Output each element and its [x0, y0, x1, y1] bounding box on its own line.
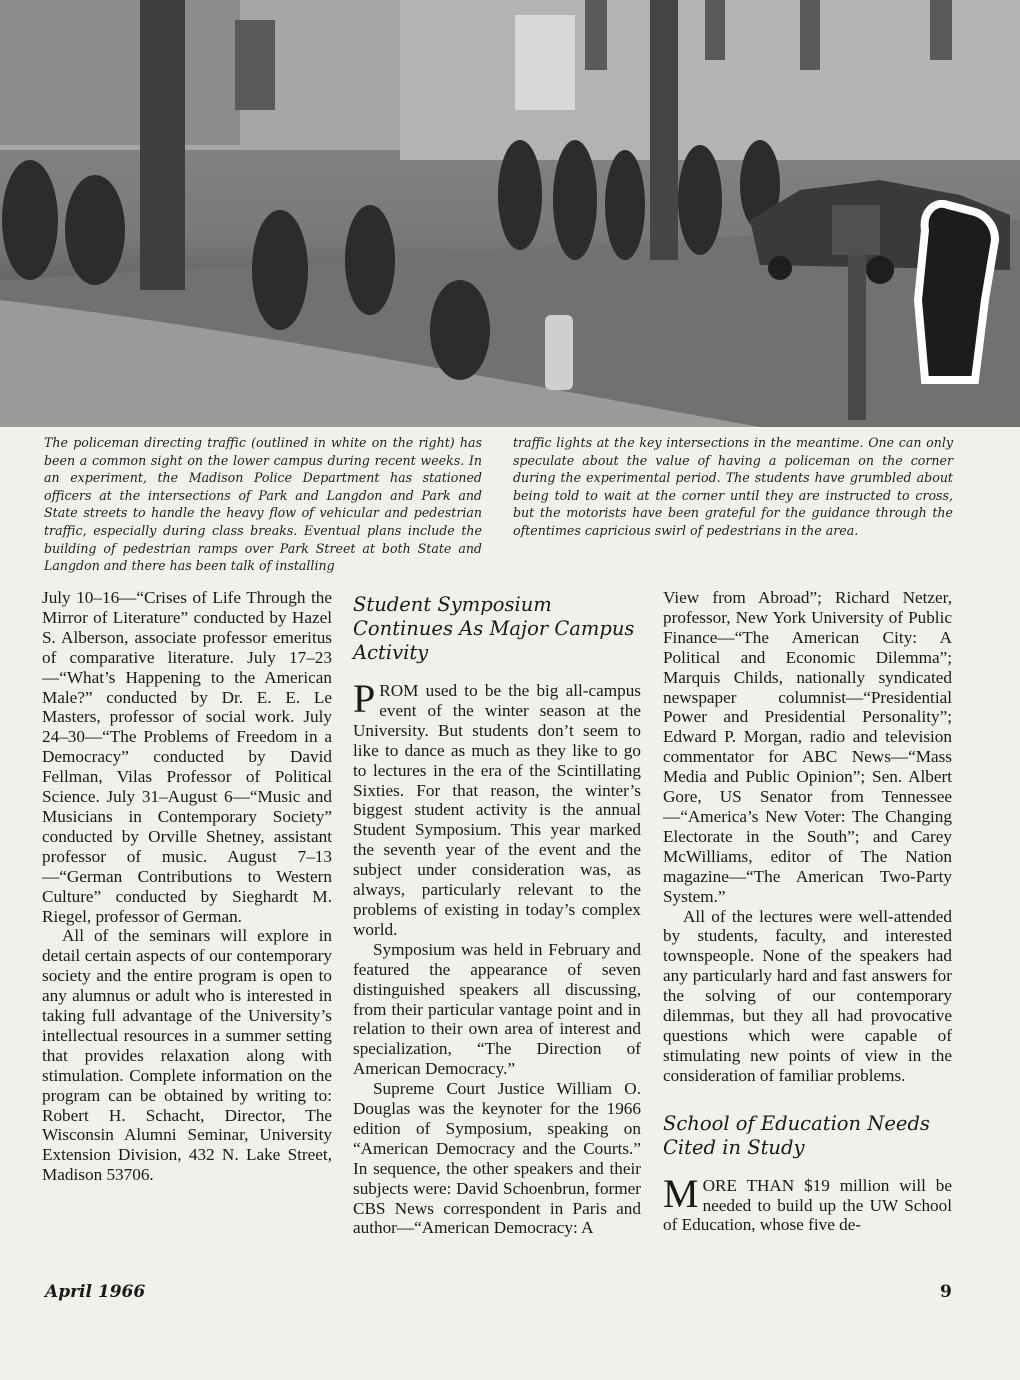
lectures-paragraph: All of the lectures were well-attended by students, faculty, and interested townspeople. None of the speakers had any particularly hard and fast answers for the solving of our contemporary dilemmas, but they all had provocative questions which were capable of stimulating new points of view in the consideration of familiar problems.: [663, 906, 952, 1085]
photo-caption-left: The policeman directing traffic (outlined in white on the right) has been a common sight on the lower campus during recent weeks. In an experiment, the Madison Police Department has stationed officers at the intersections of Park and Langdon and Park and State streets to handle the heavy flow of vehicular and pedestrian traffic, especially during class breaks. Eventual plans include the building of pedestrian ramps over Park Street at both State and Langdon and there has been talk of installing: [44, 435, 482, 574]
dropcap: P: [353, 676, 376, 721]
symposium-paragraph: Symposium was held in February and featured the appearance of seven distinguished speakers all discussing, from their particular vantage point and in relation to their own area of interest and specialization, “The Direction of American Democracy.”: [353, 939, 641, 1079]
dropcap: M: [663, 1170, 699, 1216]
page-number: 9: [940, 1282, 952, 1302]
photo-caption-right: traffic lights at the key intersections in the meantime. One can only speculate about the value of having a policeman on the corner during the experimental period. The students have grumbled about being told to wait at the corner until they are instructed to cross, but the motorists have been grateful for the guidance through the oftentimes capricious swirl of pedestrians in the area.: [513, 435, 953, 538]
article-column-1: [42, 588, 332, 1185]
issue-date: April 1966: [45, 1282, 146, 1302]
education-headline: School of Education Needs Cited in Study: [663, 1111, 930, 1159]
symposium-lead-text: ROM used to be the big all-campus event of the winter season at the University. But students don’t seem to like to dance as much as they like to go to lectures in the era of the Scintillating Sixties. For that reason, the winter’s biggest student activity is the annual Student Symposium. This year marked the seventh year of the event and the subject under consideration was, as always, particularly relevant to the problems of existing in today’s complex world.: [353, 681, 641, 939]
speakers-paragraph: View from Abroad”; Richard Netzer, professor, New York University of Public Finance—“The American City: A Political and Economic Dilemma”; Marquis Childs, nationally syndicated newspaper columnist—“Presidential Power and Presidential Personality”; Edward P. Morgan, radio and television commentator for ABC News—“Mass Media and Public Opinion”; Sen. Albert Gore, US Senator from Tennessee—“America’s New Voter: The Changing Electorate in the South”; and Carey McWilliams, editor of The Nation magazine—“The American Two-Party System.”: [663, 588, 952, 906]
education-lead-text: ORE THAN $19 million will be needed to build up the UW School of Education, whose five de-: [663, 1175, 952, 1235]
symposium-paragraph: Supreme Court Justice William O. Douglas was the keynoter for the 1966 edition of Symposium, speaking on “American Democracy and the Courts.” In sequence, the other speakers and their subjects were: David Schoenbrun, former CBS News correspondent in Paris and author—“American Democracy: A: [353, 1079, 641, 1238]
symposium-lead-paragraph: [353, 676, 641, 940]
article-column-3: [663, 588, 952, 1235]
photo-illustration: [0, 0, 1020, 427]
seminar-info-paragraph: All of the seminars will explore in detail certain aspects of our contemporary society and the entire program is open to any alumnus or adult who is interested in taking full advantage of the University’s intellectual resources in a summer setting that provides relaxation along with stimulation. Complete information on the program can be obtained by writing to: Robert H. Schacht, Director, The Wisconsin Alumni Seminar, University Extension Division, 432 N. Lake Street, Madison 53706.: [42, 926, 332, 1185]
street-scene-photo: [0, 0, 1020, 427]
seminar-schedule-paragraph: July 10–16—“Crises of Life Through the Mirror of Literature” conducted by Hazel S. Alberson, associate professor emeritus of comparative literature. July 17–23—“What’s Happening to the American Male?” conducted by Dr. E. E. Le Masters, professor of social work. July 24–30—“The Problems of Freedom in a Democracy” conducted by David Fellman, Vilas Professor of Political Science. July 31–August 6—“Music and Musicians in Contemporary Society” conducted by Orville Shetney, assistant professor of music. August 7–13—“German Contributions to Western Culture” conducted by Sieghardt M. Riegel, professor of German.: [42, 588, 332, 926]
symposium-headline: Student Symposium Continues As Major Campus Activity: [353, 593, 635, 664]
education-lead-paragraph: [663, 1170, 952, 1236]
article-column-2: [353, 588, 641, 1238]
